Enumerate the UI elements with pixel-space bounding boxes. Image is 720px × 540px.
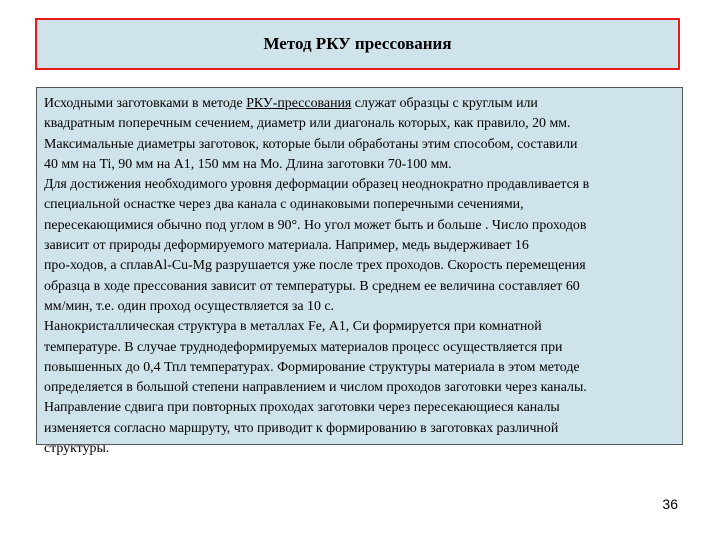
- text-line: температуре. В случае труднодеформируемых материалов процесс осуществляется при: [44, 339, 563, 355]
- text-line: пересекающимися обычно под углом в 90°. Но угол может быть и больше . Число проходов: [44, 217, 587, 233]
- text-line: мм/мин, т.е. один проход осуществляется за 10 с.: [44, 298, 334, 314]
- text-line: [44, 94, 675, 114]
- text-line: повышенных до 0,4 Тпл температурах. Формирование структуры материала в этом методе: [44, 359, 580, 375]
- text-line: определяется в большой степени направлением и числом проходов заготовки через каналы.: [44, 380, 587, 396]
- text-line: изменяется согласно маршруту, что приводит к формированию в заготовках различной: [44, 420, 559, 436]
- underlined-term: РКУ-прессования: [246, 96, 352, 111]
- text-line: Для достижения необходимого уровня деформации образец неоднократно продавливается в: [44, 177, 590, 193]
- text-line: Максимальные диаметры заготовок, которые были обработаны этим способом, составили: [44, 136, 578, 152]
- slide-title: Метод РКУ прессования: [263, 34, 452, 53]
- text-line: структуры.: [44, 441, 110, 457]
- text-line: квадратным поперечным сечением, диаметр или диагональ которых, как правило, 20 мм.: [44, 116, 571, 132]
- text-line: образца в ходе прессования зависит от температуры. В среднем ее величина составляет 60: [44, 278, 580, 294]
- text-line: Направление сдвига при повторных проходах заготовки через пересекающиеся каналы: [44, 400, 560, 416]
- text-segment: Исходными заготовками в методе: [44, 96, 247, 111]
- title-box: [35, 18, 680, 70]
- page-number: 36: [662, 496, 678, 512]
- text-line: зависит от природы деформируемого материала. Например, медь выдерживает 16: [44, 238, 529, 254]
- text-line: Нанокристаллическая структура в металлах Fe, А1, Си формируется при комнатной: [44, 319, 542, 335]
- text-line: 40 мм на Ti, 90 мм на А1, 150 мм на Мо. Длина заготовки 70-100 мм.: [44, 156, 452, 172]
- text-line: специальной оснастке через два канала с одинаковыми поперечными сечениями,: [44, 197, 524, 213]
- text-line: про-ходов, а сплавAl-Cu-Mg разрушается уже после трех проходов. Скорость перемещения: [44, 258, 586, 274]
- body-text-box: [36, 87, 683, 457]
- text-segment: служат образцы с круглым или: [351, 96, 538, 111]
